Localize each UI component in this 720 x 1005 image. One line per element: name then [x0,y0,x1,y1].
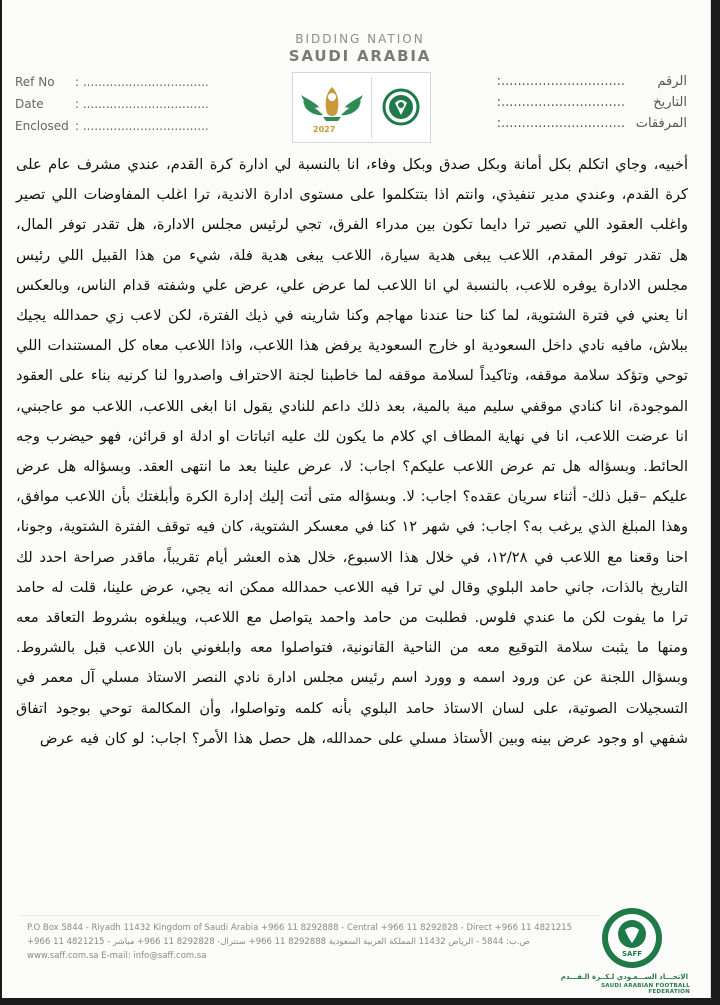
federation-name-en: SAUDI ARABIAN FOOTBALL FEDERATION [601,983,690,995]
footer-address-en: P.O Box 5844 - Riyadh 11432 Kingdom of Saudi Arabia +966 11 8292888 - Central +966 11 8292828 - Direct +966 11 4821215 [27,923,573,933]
footer-web-email: www.saff.com.sa E-mail: info@saff.com.sa [27,951,207,961]
enclosed-row [15,115,209,137]
ref-no-row [15,71,209,93]
bid-year: 2027 [313,125,336,134]
bidding-line2: SAUDI ARABIA [288,47,432,65]
ref-no-label: Ref No [15,75,55,89]
letter-page [2,0,711,998]
reference-fields-ar [497,71,687,134]
reference-fields-en [15,71,209,137]
ref-no-ar-row [497,71,687,92]
logo-divider [371,77,372,138]
date-label: Date [15,97,44,111]
date-row [15,93,209,115]
bidding-line1: BIDDING NATION [295,32,425,46]
bidding-nation-title [262,32,458,65]
enclosed-ar-row [497,113,687,134]
enclosed-label: Enclosed [15,119,69,133]
footer-address-ar: ص.ب: 5844 - الرياض 11432 المملكة العربية السعودية 8292888 11 966+ سنترال- 8292828 11 966+ مباشر - 4821215 11 966+ [27,937,530,947]
saff-logo-icon [598,904,666,972]
enclosed-ar-dots: ..............................: [496,116,625,131]
letter-body: أخبيه، وجاي اتكلم بكل أمانة وبكل صدق وبكل وفاء، انا بالنسبة لي ادارة كرة القدم، عندي مشرف عام على كرة القدم، وعندي مدير تنفيذي، وانتم اذا بتتكلموا على مستوى ادارة الاندية، ترا اغلب المفاوضات اللي تصير واغلب العقود اللي تصير ترا دايما تكون بين مدراء الفرق، تجي لرئيس مجلس الادارة، هل تقدر توفر المال، هل تقدر توفر المقدم، اللاعب يبغى هدية سيارة، اللاعب يبغى هدية فلة، شيء من هذا القبيل اللي رئيس مجلس الادارة يوفره للاعب، بالنسبة لي انا اللاعب لما عرض علي، عرض علي وشفته قدام الناس، وبالعكس انا يعني في فترة الشتوية، لما كنا حنا عندنا مهاجم وكنا شارينه في ذيك الفترة، لكن لاعب زي حمدالله يجيك ببلاش، مافيه نادي داخل السعودية او خارج السعودية يرفض هذا اللاعب، واذا اللاعب معاه كل المستندات اللي توحي وتؤكد سلامة موقفه، وتاكيداً لسلامة موقفه لما خاطبنا لجنة الاحتراف واصدروا لنا كرنيه بناء على العقود الموجودة، انا كنادي موقفي سليم مية بالمية، بعد ذلك داعم للنادي يقول انا ابغى اللاعب، اللاعب مو عاجبني، انا عرضت اللاعب، انا في نهاية المطاف اي كلام ما يكون لك عليه اثباتات او ادلة او قرائن، فهو حيضرب وجه الحائط. وبسؤاله هل تم عرض اللاعب عليكم؟ اجاب: لا، عرض علينا بعد ما انتهى العقد. وبسؤاله هل عرض عليكم –قبل ذلك- أثناء سريان عقده؟ اجاب: لا. وبسؤاله متى أتت إليك إدارة الكرة وأبلغتك بأن اللاعب موافق، وهذا المبلغ الذي يرغب به؟ اجاب: في شهر ١٢ كنا في معسكر الشتوية، كان فيه توقف الفترة الشتوية، وجونا، احنا وقعنا مع اللاعب في ١٢/٢٨، في خلال هذا الاسبوع، خلال هذه العشر أيام تقريباً، ماقدر صراحة احدد لك التاريخ بالذات، جاني حامد البلوي وقال لي ترا فيه اللاعب حمدالله ممكن انه يجي، عرض علينا، قلت له حامد ترا ما يفوت لكن ما عندي فلوس. فطلبت من حامد واحمد يتواصل مع اللاعب، ويبلغوه بشروط التعاقد معه ومنها ما يثبت سلامة التوقيع معه من الناحية القانونية، فتواصلوا معه وابلغوني بان اللاعب قبل بالشروط. وبسؤال اللجنة عن عن ورود اسمه و وورد اسم رئيس مجلس ادارة نادي النصر الاستاذ مسلي آل معمر في التسجيلات الصوتية، على لسان الاستاذ حامد البلوي بأنه كلمه وتواصلوا، وأن المكالمة توحي بوجود اتفاق شفهي او وجود عرض بينه وبين الأستاذ مسلي على حمدالله، هل حصل هذا الأمر؟ اجاب: لو كان فيه عرض [16,156,688,747]
bid-logo-box [292,72,431,143]
saudi-federation-crest-icon [373,73,429,141]
ref-no-ar-label: الرقم [657,74,687,89]
date-ar-label: التاريخ [653,95,687,110]
ref-no-dots: : ................................. [75,75,209,89]
ref-no-ar-dots: ..............................: [496,74,625,89]
footer-divider [20,915,600,916]
saff-logo-text: SAFF [621,950,643,958]
enclosed-ar-label: المرفقات [635,116,687,131]
footer-contact [27,921,617,963]
date-dots: : ................................. [75,97,209,111]
date-ar-dots: ..............................: [496,95,625,110]
date-ar-row [497,92,687,113]
enclosed-dots: : ................................. [75,119,209,133]
federation-name-ar: الاتحـــاد الســـعـودي لـكــرة الـقـــدم [560,973,688,981]
